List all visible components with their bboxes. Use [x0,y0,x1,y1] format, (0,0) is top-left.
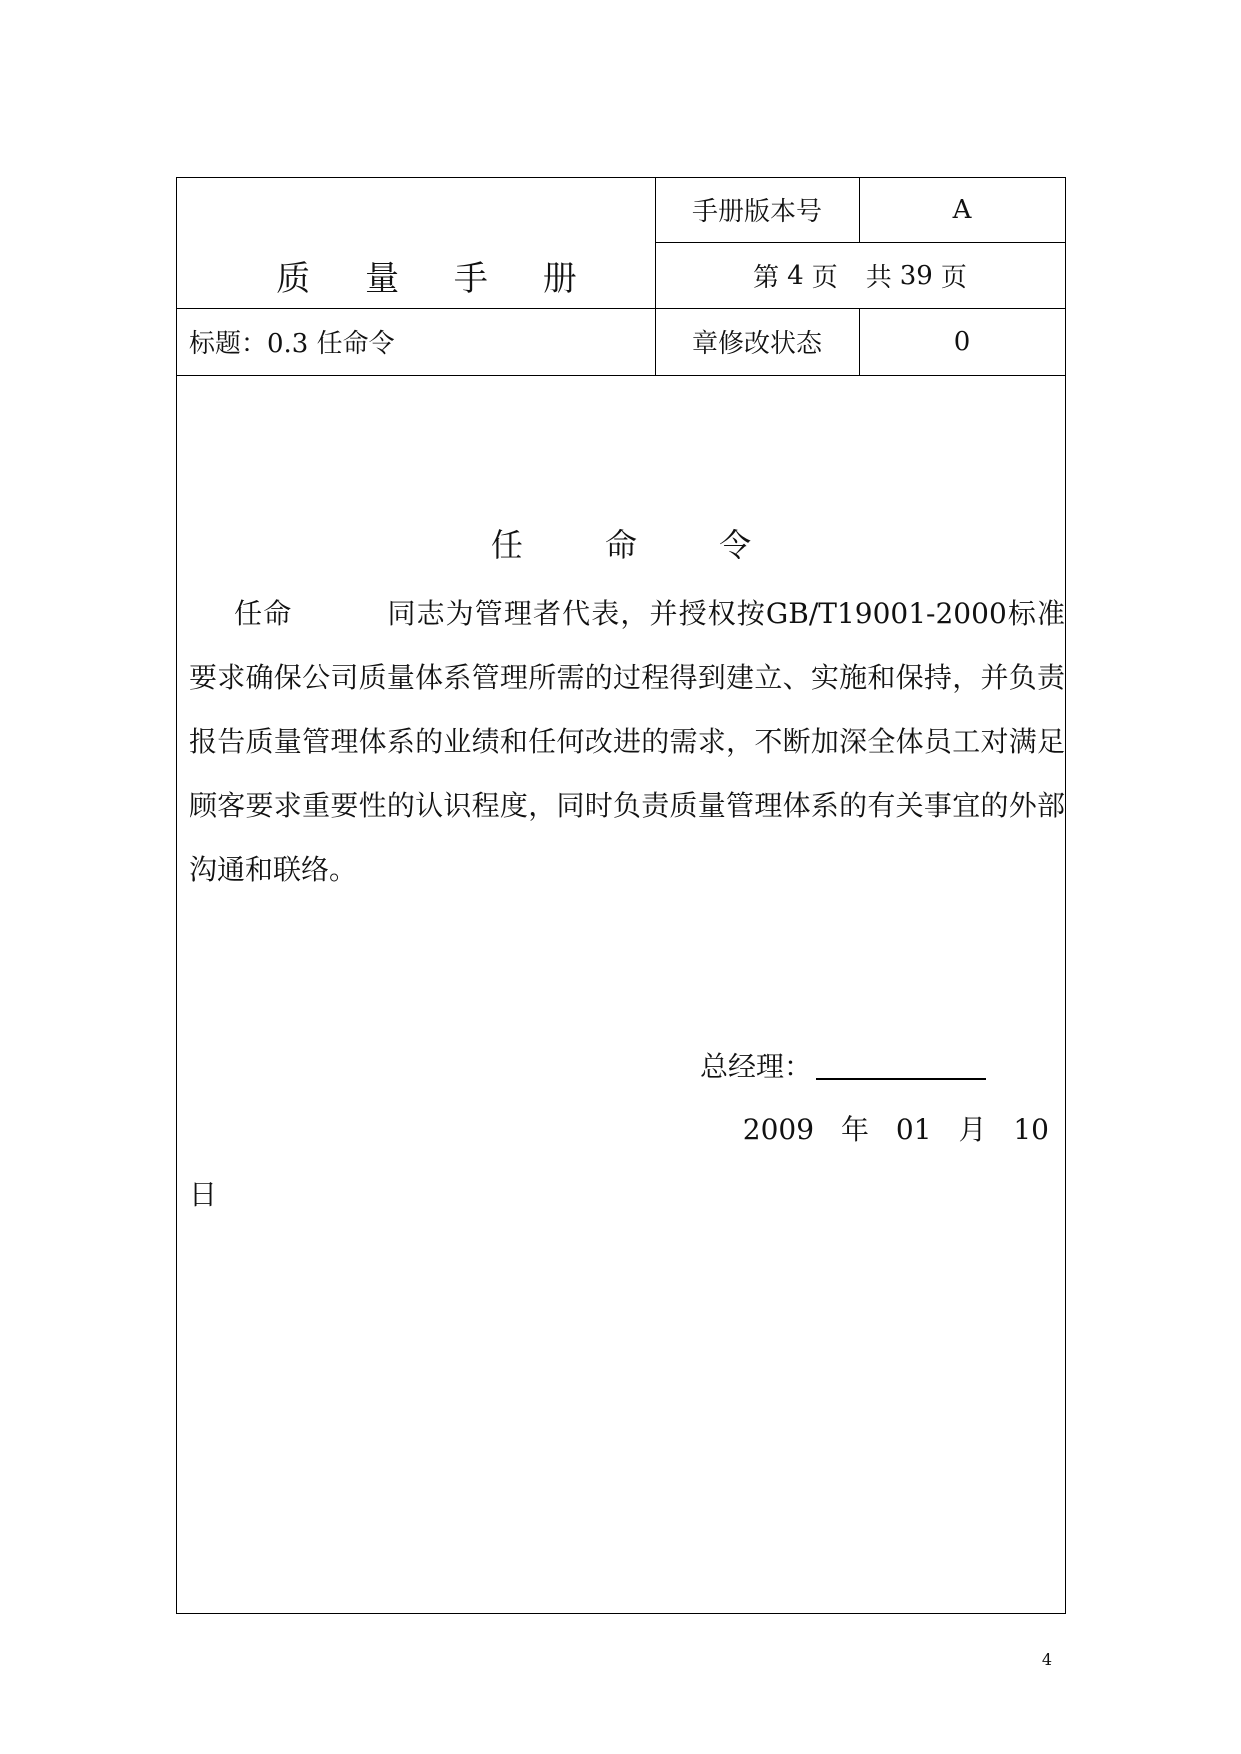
date-month: 01 [895,1113,932,1146]
version-label: 手册版本号 [691,197,822,227]
page-info-current: 4 [787,260,804,291]
paragraph-rest: 同志为管理者代表，并授权按GB/T19001-2000标准要求确保公司质量体系管理所需的过程得到建立、实施和保持，并负责报告质量管理体系的业绩和任何改进的需求，不断加深全体员工对满足顾客要求重要性的认识程度，同时负责质量管理体系的有关事宜的外部沟通和联络。 [189,597,1065,886]
date-year-unit: 年 [840,1113,869,1146]
date-line [743,1108,1049,1148]
page-info [655,243,1065,308]
page-info-prefix: 第 [753,263,780,293]
document-heading: 任 命 令 [490,526,788,564]
appointment-paragraph [189,582,1065,902]
header-divider-row3 [176,375,1066,376]
revision-label: 章修改状态 [691,329,822,359]
signature-line [816,1058,986,1080]
page-info-total: 39 [899,260,933,291]
page-info-current-suffix: 页 [811,263,838,293]
signature-block [700,1045,986,1085]
manual-title: 质 量 手 册 [276,258,599,299]
section-title: 标题：0.3 任命令 [189,329,395,359]
page-info-total-suffix: 页 [940,263,967,293]
date-day: 10 [1013,1113,1049,1146]
revision-value: 0 [953,326,971,357]
date-year: 2009 [742,1113,815,1146]
paragraph-start: 任命 [233,597,293,630]
page-number: 4 [1041,1650,1052,1669]
signature-label: 总经理： [700,1050,813,1083]
page-info-total-prefix: 共 [865,263,892,293]
date-month-unit: 月 [958,1113,987,1146]
version-value: A [952,194,972,225]
date-day-unit: 日 [189,1178,218,1211]
